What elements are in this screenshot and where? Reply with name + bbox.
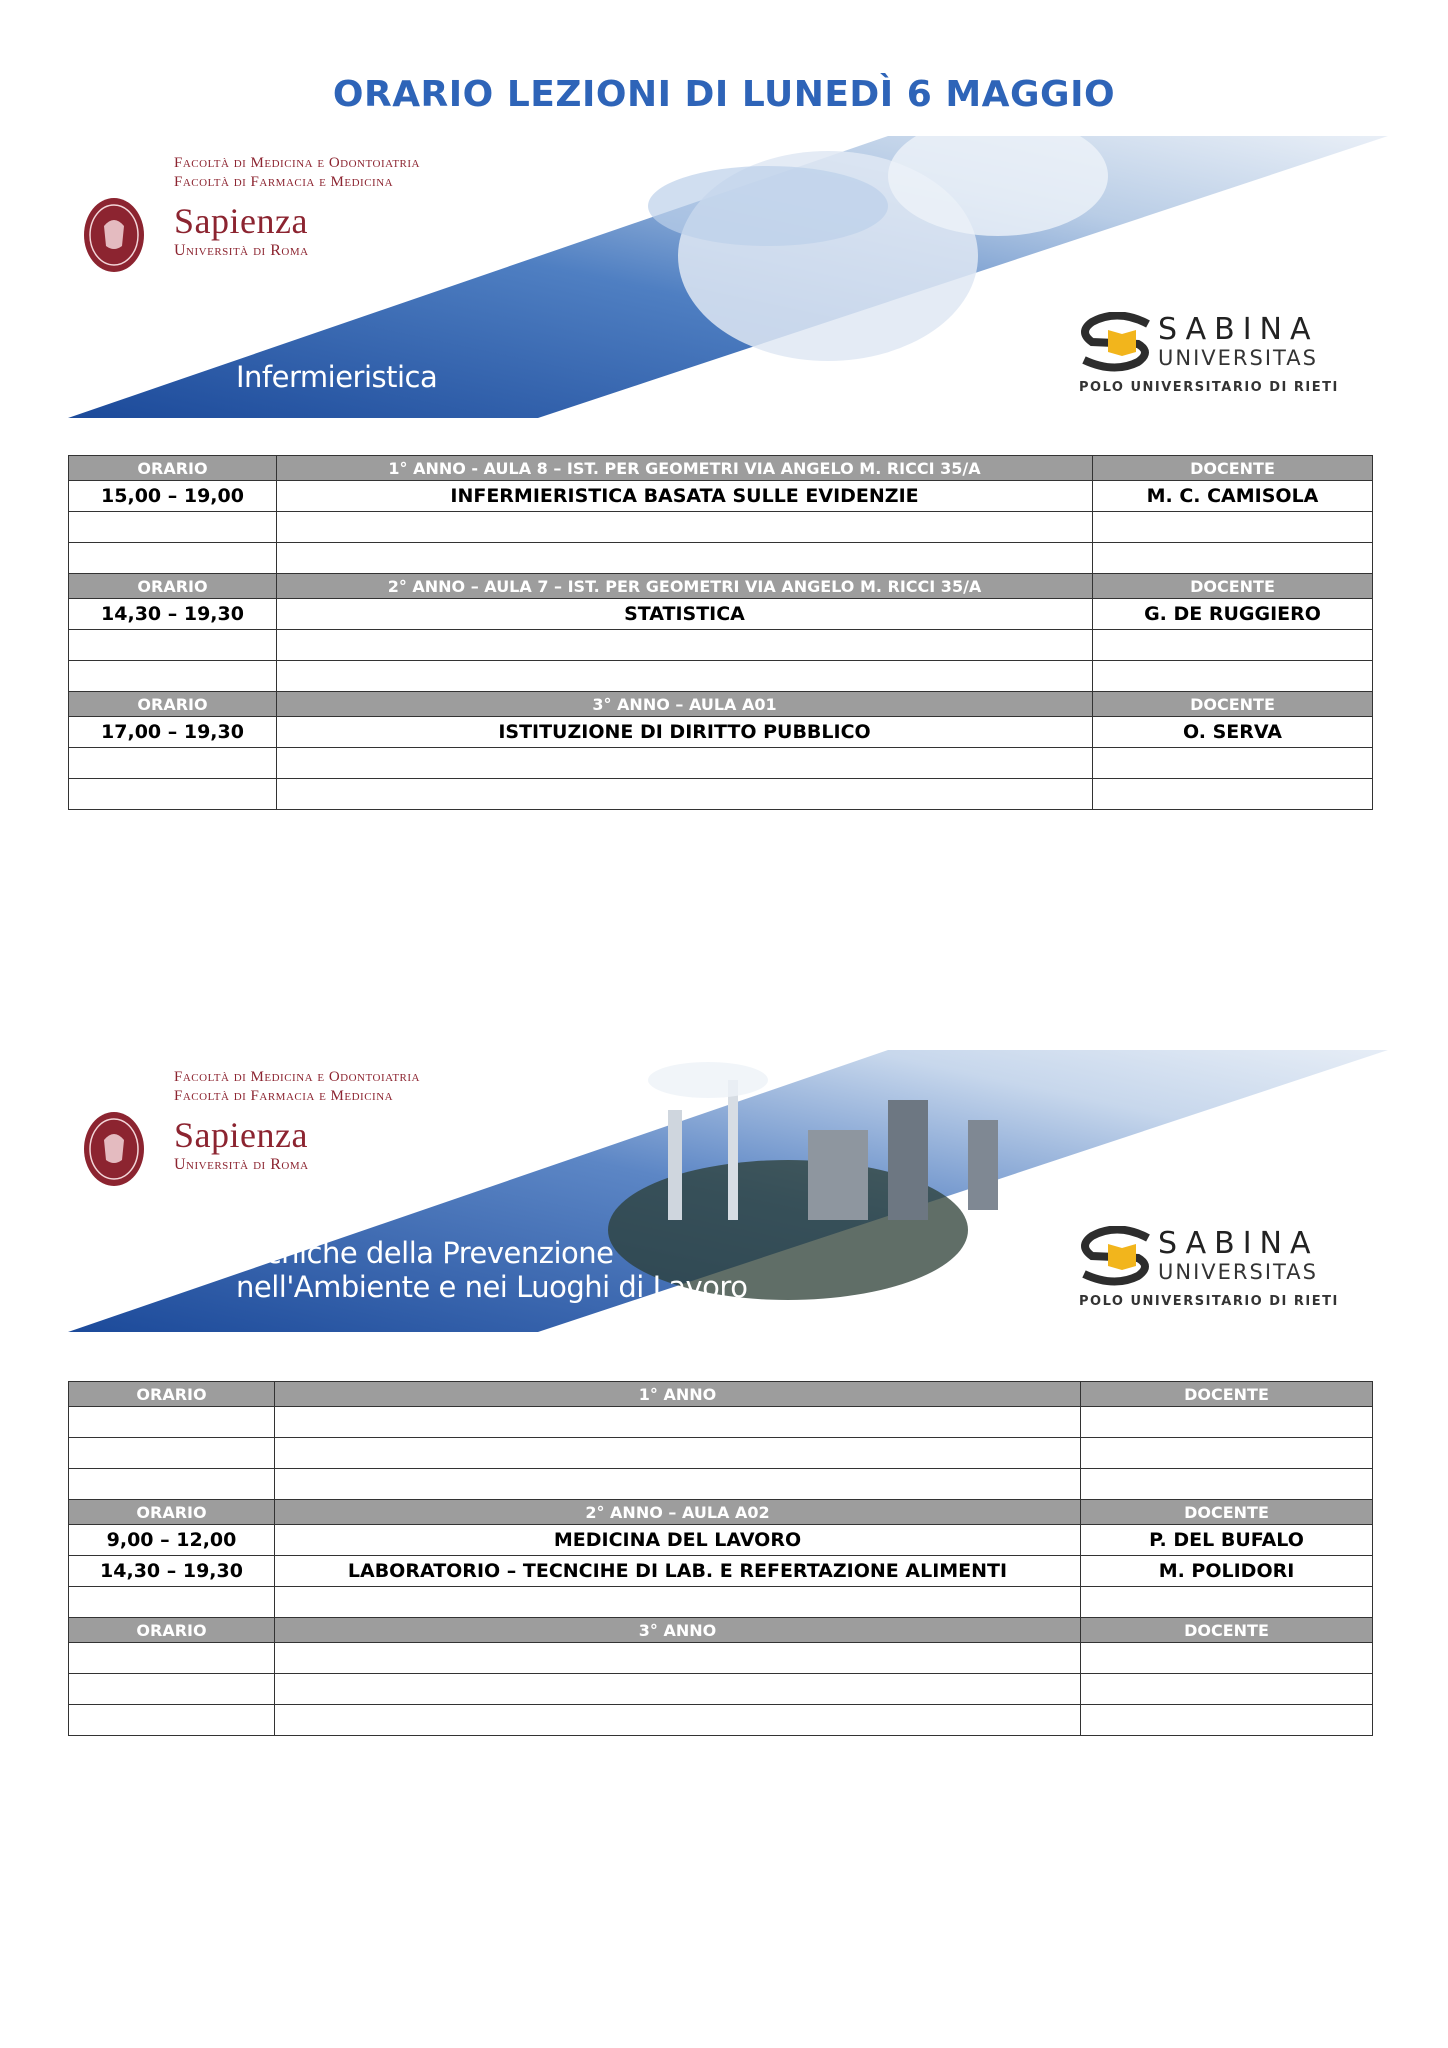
table-cell [277,748,1093,779]
sabina-universitas-logo [1066,312,1366,402]
table-cell [275,1643,1081,1674]
table-cell: G. DE RUGGIERO [1093,599,1373,630]
faculty-line: Facoltà di Farmacia e Medicina [174,1088,394,1104]
book-logo-icon [1078,1226,1156,1288]
table-cell [69,1587,275,1618]
column-header: 1° ANNO [275,1382,1081,1407]
schedule-table-prevenzione [68,1381,1373,1736]
table-cell [69,1705,275,1736]
table-cell [1081,1587,1373,1618]
column-header: ORARIO [69,1618,275,1643]
table-cell [69,1469,275,1500]
sapienza-wordmark: Sapienza [174,1115,308,1155]
faculty-names [174,1068,420,1106]
table-cell: M. POLIDORI [1081,1556,1373,1587]
banner-infermieristica [68,136,1388,418]
table-body [69,456,1373,810]
table-row [69,543,1373,574]
table-cell [1081,1674,1373,1705]
table-cell [69,661,277,692]
table-cell [69,1438,275,1469]
table-row [69,1407,1373,1438]
column-header: ORARIO [69,574,277,599]
table-cell [275,1469,1081,1500]
table-row [69,1643,1373,1674]
course-title-line: nell'Ambiente e nei Luoghi di Lavoro [236,1270,748,1304]
faculty-names [174,154,420,192]
column-header: DOCENTE [1081,1618,1373,1643]
table-header-row [69,1500,1373,1525]
column-header: ORARIO [69,456,277,481]
table-cell [1081,1705,1373,1736]
table-cell [1081,1469,1373,1500]
banner-prevenzione [68,1050,1388,1332]
table-row [69,1525,1373,1556]
table-cell [277,661,1093,692]
table-cell [69,1643,275,1674]
table-row [69,1469,1373,1500]
table-cell: LABORATORIO – TECNCIHE DI LAB. E REFERTAZIONE ALIMENTI [275,1556,1081,1587]
table-row [69,599,1373,630]
table-cell [275,1407,1081,1438]
table-cell [69,512,277,543]
table-cell [275,1705,1081,1736]
partner-name: SABINA [1158,312,1319,347]
table-cell [1093,543,1373,574]
table-row [69,661,1373,692]
table-cell [1093,748,1373,779]
table-cell [277,512,1093,543]
column-header: ORARIO [69,692,277,717]
table-cell [69,1674,275,1705]
table-cell [1081,1438,1373,1469]
faculty-line: Facoltà di Medicina e Odontoiatria [174,1069,420,1085]
book-logo-icon [1078,312,1156,374]
table-cell [1093,512,1373,543]
page-title: ORARIO LEZIONI DI LUNEDÌ 6 MAGGIO [332,74,1116,115]
table-header-row [69,574,1373,599]
table-row [69,717,1373,748]
table-row [69,779,1373,810]
column-header: DOCENTE [1093,574,1373,599]
table-header-row [69,1618,1373,1643]
table-cell: 9,00 – 12,00 [69,1525,275,1556]
course-title-line: Tecniche della Prevenzione [236,1236,614,1270]
course-title [236,1236,747,1304]
table-cell: 14,30 – 19,30 [69,1556,275,1587]
column-header: 3° ANNO [275,1618,1081,1643]
table-cell: ISTITUZIONE DI DIRITTO PUBBLICO [277,717,1093,748]
table-cell [69,630,277,661]
table-cell [1093,779,1373,810]
partner-polo: POLO UNIVERSITARIO DI RIETI [1079,380,1339,395]
table-cell [69,1407,275,1438]
table-cell [1081,1643,1373,1674]
sapienza-seal-icon [82,1110,146,1188]
sapienza-seal-icon [82,196,146,274]
column-header: DOCENTE [1081,1382,1373,1407]
table-cell: MEDICINA DEL LAVORO [275,1525,1081,1556]
table-header-row [69,1382,1373,1407]
sapienza-subtitle: Università di Roma [174,242,309,259]
sapienza-subtitle: Università di Roma [174,1156,309,1173]
table-cell [275,1587,1081,1618]
faculty-line: Facoltà di Farmacia e Medicina [174,174,394,190]
table-row [69,481,1373,512]
table-cell: 15,00 – 19,00 [69,481,277,512]
column-header: 2° ANNO – AULA 7 – IST. PER GEOMETRI VIA ANGELO M. RICCI 35/A [277,574,1093,599]
table-cell: 14,30 – 19,30 [69,599,277,630]
column-header: ORARIO [69,1382,275,1407]
column-header: 3° ANNO – AULA A01 [277,692,1093,717]
table-cell [277,543,1093,574]
table-row [69,1438,1373,1469]
table-cell: STATISTICA [277,599,1093,630]
table-row [69,748,1373,779]
column-header: DOCENTE [1093,456,1373,481]
table-cell: M. C. CAMISOLA [1093,481,1373,512]
table-row [69,1674,1373,1705]
table-cell [277,779,1093,810]
table-body [69,1382,1373,1736]
course-title: Infermieristica [236,360,438,394]
table-header-row [69,692,1373,717]
column-header: 1° ANNO - AULA 8 – IST. PER GEOMETRI VIA ANGELO M. RICCI 35/A [277,456,1093,481]
schedule-table-infermieristica [68,455,1373,810]
table-cell [1093,630,1373,661]
table-cell [275,1438,1081,1469]
table-row [69,1556,1373,1587]
table-cell [1093,661,1373,692]
table-cell [277,630,1093,661]
table-row [69,1587,1373,1618]
column-header: ORARIO [69,1500,275,1525]
partner-polo: POLO UNIVERSITARIO DI RIETI [1079,1294,1339,1309]
table-cell: P. DEL BUFALO [1081,1525,1373,1556]
table-cell [69,748,277,779]
column-header: DOCENTE [1093,692,1373,717]
table-cell: INFERMIERISTICA BASATA SULLE EVIDENZIE [277,481,1093,512]
column-header: DOCENTE [1081,1500,1373,1525]
table-row [69,630,1373,661]
partner-name: SABINA [1158,1226,1319,1261]
partner-subname: UNIVERSITAS [1158,1260,1318,1284]
table-cell: O. SERVA [1093,717,1373,748]
table-row [69,512,1373,543]
table-cell [69,543,277,574]
column-header: 2° ANNO – AULA A02 [275,1500,1081,1525]
table-row [69,1705,1373,1736]
sapienza-wordmark: Sapienza [174,201,308,241]
partner-subname: UNIVERSITAS [1158,346,1318,370]
faculty-line: Facoltà di Medicina e Odontoiatria [174,155,420,171]
table-cell [275,1674,1081,1705]
table-cell [1081,1407,1373,1438]
table-header-row [69,456,1373,481]
sabina-universitas-logo [1066,1226,1366,1316]
table-cell [69,779,277,810]
table-cell: 17,00 – 19,30 [69,717,277,748]
